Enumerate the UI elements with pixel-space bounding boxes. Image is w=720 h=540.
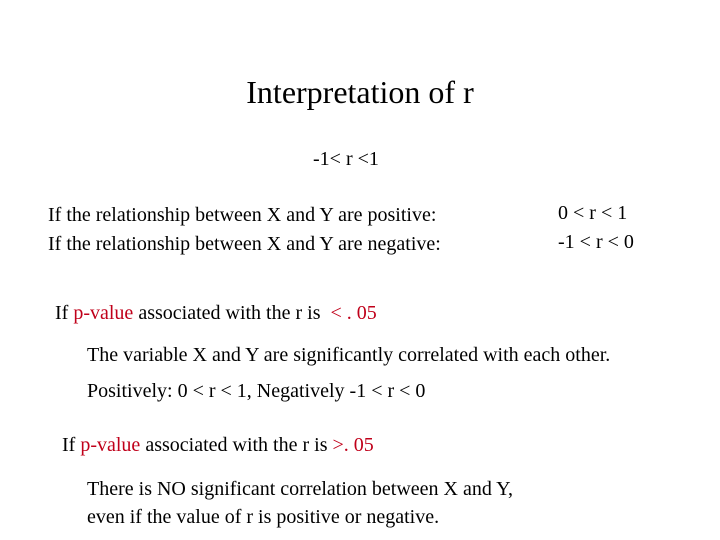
nonsig-pvalue: p-value	[80, 434, 141, 456]
title-text: Interpretation of r	[246, 74, 474, 110]
sig-pvalue: p-value	[73, 302, 134, 324]
r-range: -1< r <1	[313, 148, 379, 170]
significant-line-2: Positively: 0 < r < 1, Negatively -1 < r < 0	[87, 380, 426, 402]
significant-line-1: The variable X and Y are significantly correlated with each other.	[87, 344, 611, 366]
sig-prefix: If	[55, 302, 74, 324]
significant-condition	[55, 302, 377, 325]
condition-positive: If the relationship between X and Y are positive:	[48, 204, 437, 226]
slide-title	[0, 74, 720, 111]
nonsig-prefix: If	[62, 434, 81, 456]
sig-threshold: < . 05	[330, 302, 377, 324]
condition-negative: If the relationship between X and Y are negative:	[48, 233, 441, 255]
nonsig-threshold: >. 05	[332, 434, 374, 456]
value-positive: 0 < r < 1	[558, 202, 628, 224]
nonsignificant-condition	[62, 434, 374, 457]
value-negative: -1 < r < 0	[558, 231, 634, 253]
sig-middle: associated with the r is	[133, 302, 331, 324]
nonsignificant-line-1: There is NO significant correlation between X and Y,	[87, 478, 513, 500]
nonsignificant-line-2: even if the value of r is positive or negative.	[87, 506, 440, 528]
nonsig-middle: associated with the r is	[140, 434, 333, 456]
